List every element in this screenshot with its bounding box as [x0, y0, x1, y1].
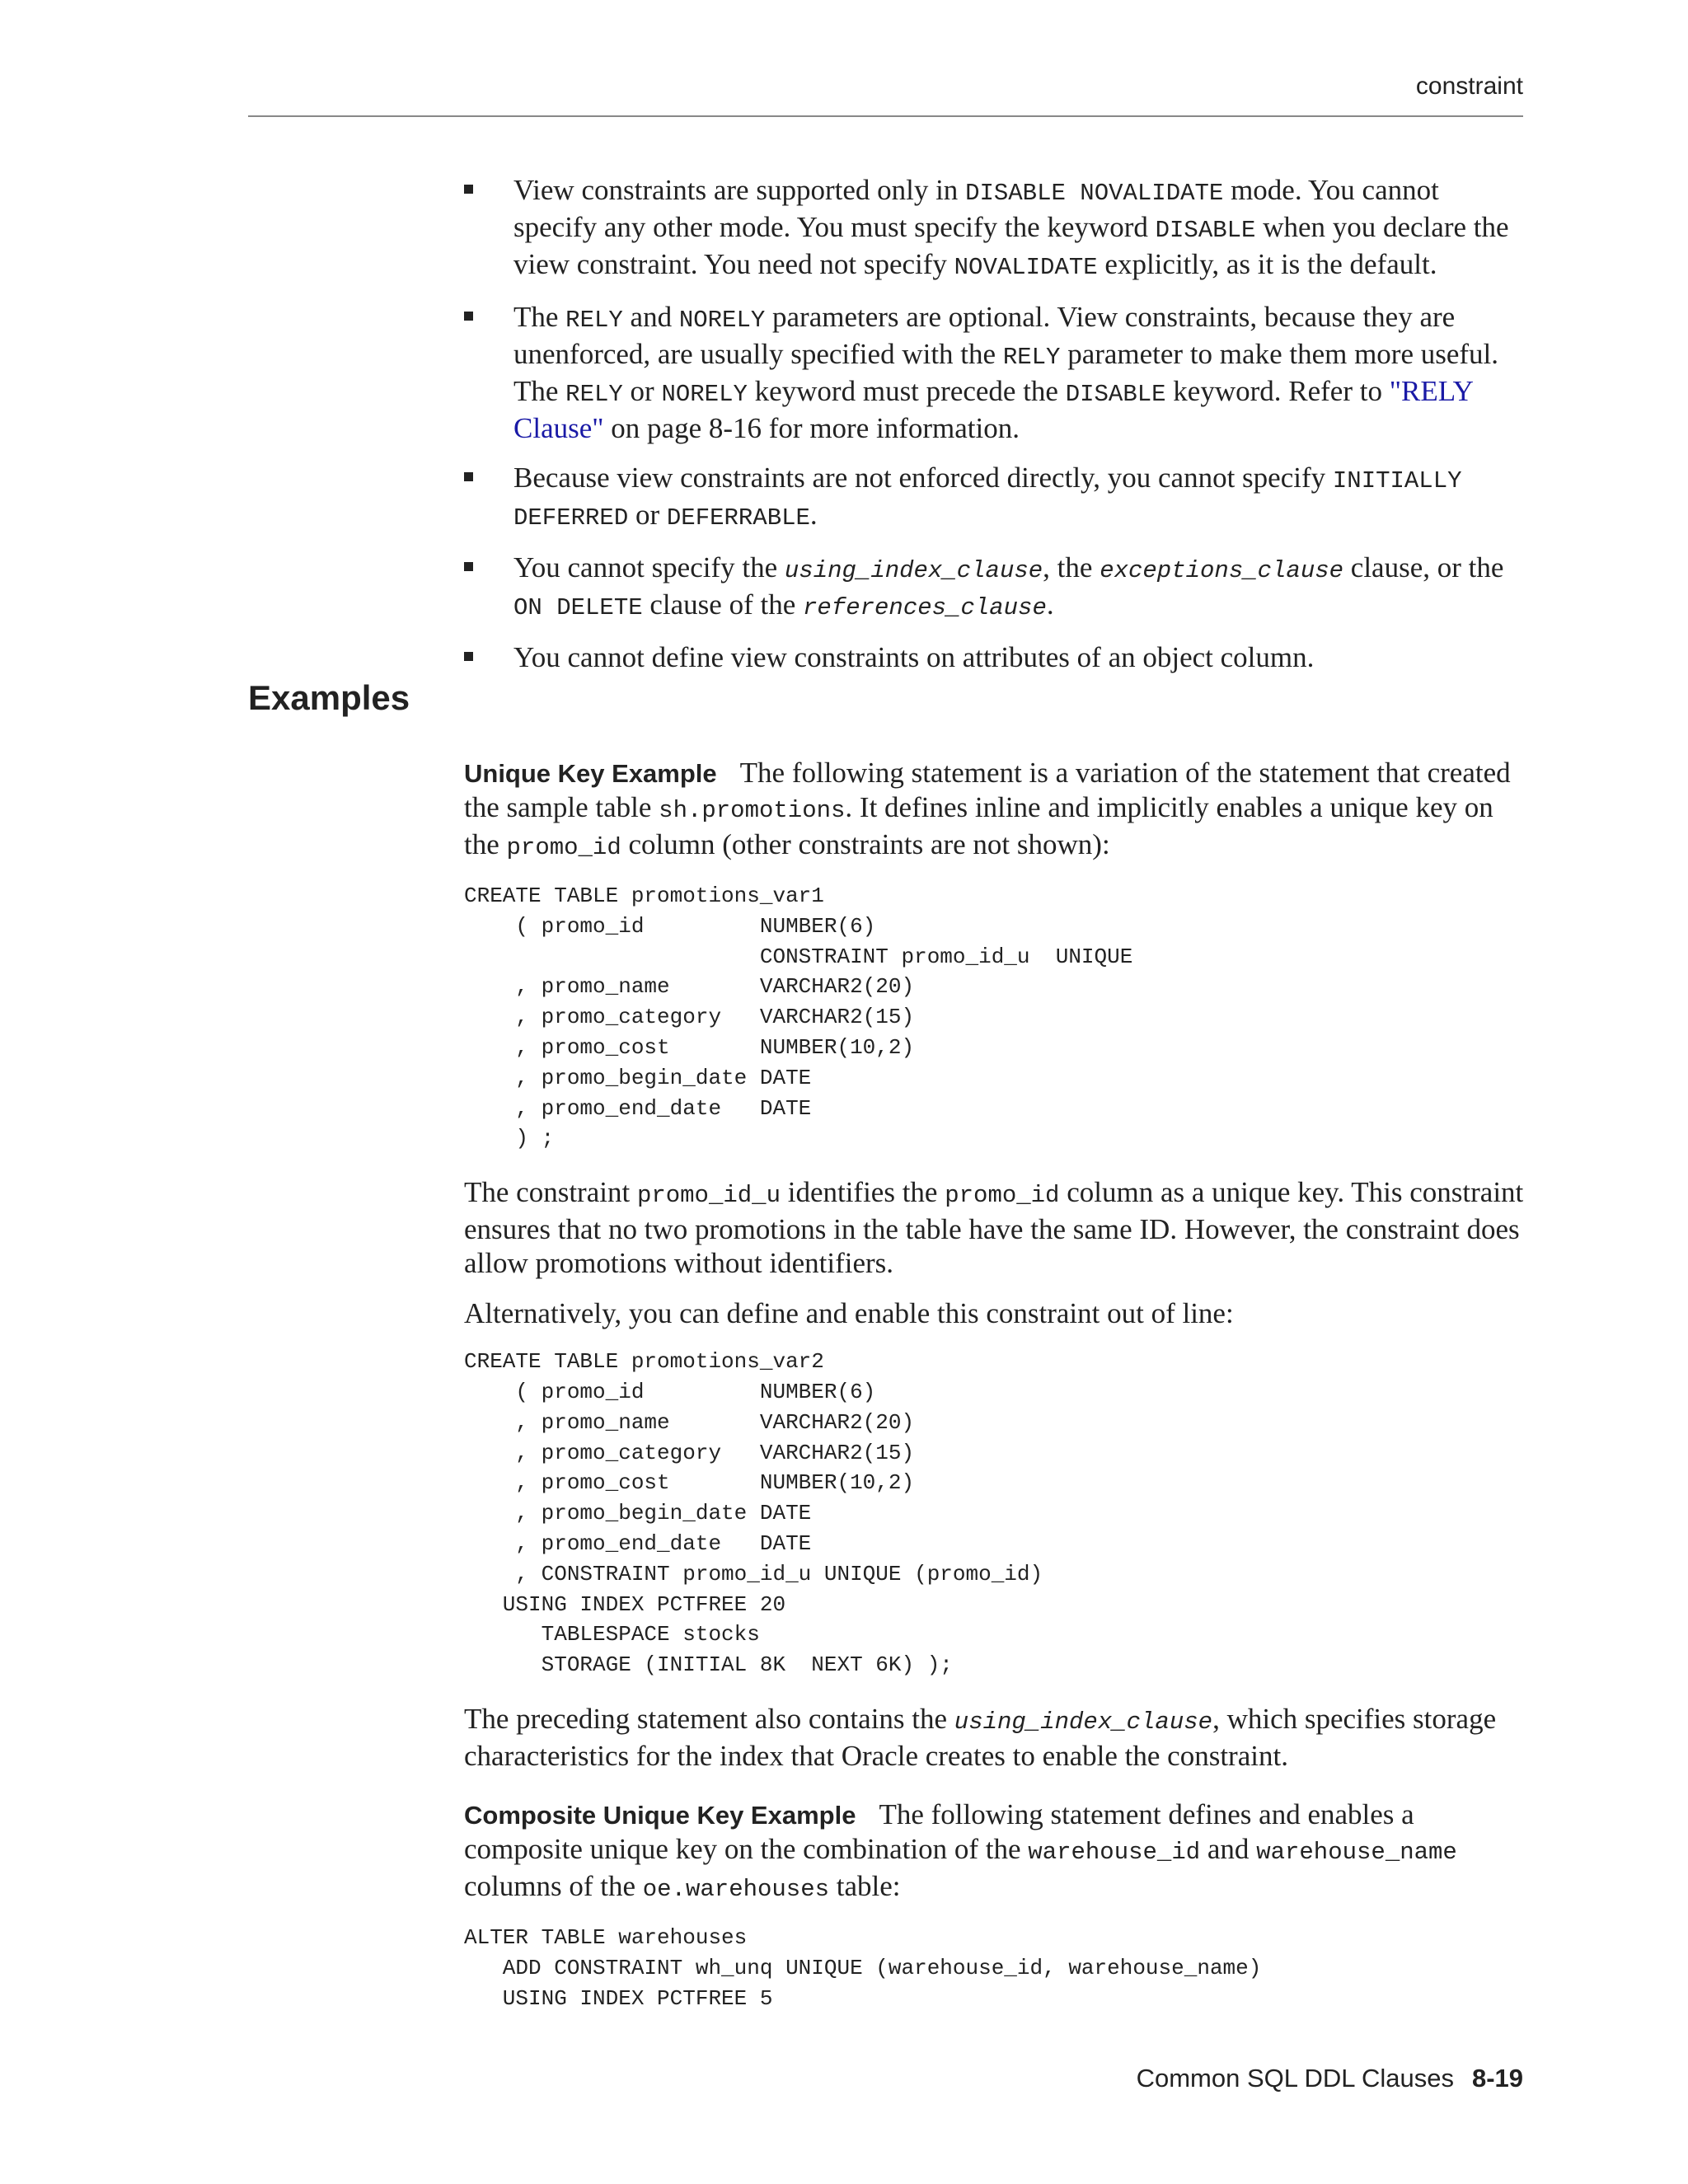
example-title: Composite Unique Key Example [464, 1800, 856, 1830]
unique-key-intro: Unique Key Example The following statement is a variation of the statement that created the sample table sh.promotions. It defines inline and implicitly enables a unique key on the promo_id column (other constraints are not shown): [464, 757, 1511, 861]
code-block-promotions-var1: CREATE TABLE promotions_var1 ( promo_id NUMBER(6) CONSTRAINT promo_id_u UNIQUE , promo_name VARCHAR2(20) , promo_category VARCHAR2(15) , promo_cost NUMBER(10,2) , promo_begin_date DATE , promo_end_date DATE ) ; [464, 883, 1133, 1151]
code-placeholder: exceptions_clause [1100, 557, 1344, 584]
code-identifier: sh.promotions [659, 797, 846, 824]
footer-section-title: Common SQL DDL Clauses [1136, 2064, 1454, 2093]
code-keyword: NOVALIDATE [954, 254, 1098, 281]
composite-key-intro: Composite Unique Key Example The following statement defines and enables a composite unique key on the combination of the warehouse_id and warehouse_name columns of the oe.warehouses table: [464, 1797, 1457, 1903]
code-keyword: RELY [565, 307, 623, 334]
code-keyword: NORELY [661, 381, 748, 408]
page-footer [1137, 2064, 1523, 2093]
section-heading-examples: Examples [248, 678, 410, 717]
code-placeholder: using_index_clause [784, 557, 1043, 584]
page-number: 8-19 [1471, 2064, 1523, 2093]
code-keyword: RELY [565, 381, 623, 408]
bullet-square-icon [464, 185, 473, 194]
restriction-bullet-list [464, 173, 1527, 690]
code-identifier: promo_id_u [636, 1182, 781, 1210]
bullet-item: Because view constraints are not enforced directly, you cannot specify INITIALLY DEFERRED or DEFERRABLE. [464, 461, 1527, 535]
code-identifier: warehouse_name [1256, 1838, 1457, 1866]
bullet-item: You cannot define view constraints on attributes of an object column. [464, 640, 1527, 674]
constraint-explanation: The constraint promo_id_u identifies the promo_id column as a unique key. This constraint ensures that no two promotions in the table have the same ID. However, the constraint does allow promotions without identifiers. [464, 1176, 1524, 1280]
code-keyword: NORELY [678, 307, 766, 334]
bullet-item: View constraints are supported only in DISABLE NOVALIDATE mode. You cannot specify any other mode. You must specify the keyword DISABLE when you declare the view constraint. You need not specify NOVALIDATE explicitly, as it is the default. [464, 173, 1527, 284]
code-identifier: promo_id [506, 834, 621, 861]
code-keyword: ON DELETE [513, 594, 643, 621]
running-header: constraint [1415, 73, 1523, 100]
code-keyword: INITIALLY DEFERRED [513, 467, 1462, 532]
bullet-square-icon [464, 472, 473, 481]
examples-content [464, 756, 1527, 2035]
rely-clause-link[interactable]: "RELY Clause" [513, 375, 1473, 444]
alternative-paragraph: Alternatively, you can define and enable this constraint out of line: [464, 1297, 1234, 1330]
code-block-warehouses: ALTER TABLE warehouses ADD CONSTRAINT wh_unq UNIQUE (warehouse_id, warehouse_name) USING INDEX PCTFREE 5 [464, 1924, 1262, 2011]
bullet-square-icon [464, 652, 473, 661]
header-rule [248, 115, 1523, 117]
code-identifier: warehouse_id [1028, 1838, 1201, 1866]
example-title: Unique Key Example [464, 759, 717, 788]
bullet-item: You cannot specify the using_index_clause, the exceptions_clause clause, or the ON DELETE clause of the references_clause. [464, 551, 1527, 625]
using-index-note: The preceding statement also contains the using_index_clause, which specifies storage characteristics for the index that Oracle creates to enable the constraint. [464, 1702, 1497, 1772]
code-identifier: oe.warehouses [642, 1875, 830, 1903]
bullet-item: The RELY and NORELY parameters are optional. View constraints, because they are unenforced, are usually specified with the RELY parameter to make them more useful. The RELY or NORELY keyword must precede the DISABLE keyword. Refer to "RELY Clause" on page 8-16 for more information. [464, 300, 1527, 445]
code-keyword: DISABLE [1065, 381, 1166, 408]
code-keyword: RELY [1002, 344, 1061, 371]
bullet-square-icon [464, 562, 473, 571]
code-placeholder: using_index_clause [954, 1708, 1213, 1736]
code-keyword: DISABLE NOVALIDATE [965, 180, 1224, 207]
code-block-promotions-var2: CREATE TABLE promotions_var2 ( promo_id NUMBER(6) , promo_name VARCHAR2(20) , promo_category VARCHAR2(15) , promo_cost NUMBER(10,2) , promo_begin_date DATE , promo_end_date DATE , CONSTRAINT promo_id_u UNIQUE (promo_id) USING INDEX PCTFREE 20 TABLESPACE stocks STORAGE (INITIAL 8K NEXT 6K) ); [464, 1349, 1043, 1678]
code-placeholder: references_clause [803, 594, 1047, 621]
code-keyword: DISABLE [1155, 217, 1256, 244]
bullet-square-icon [464, 312, 473, 321]
code-keyword: DEFERRABLE [666, 504, 810, 532]
code-identifier: promo_id [945, 1182, 1060, 1210]
